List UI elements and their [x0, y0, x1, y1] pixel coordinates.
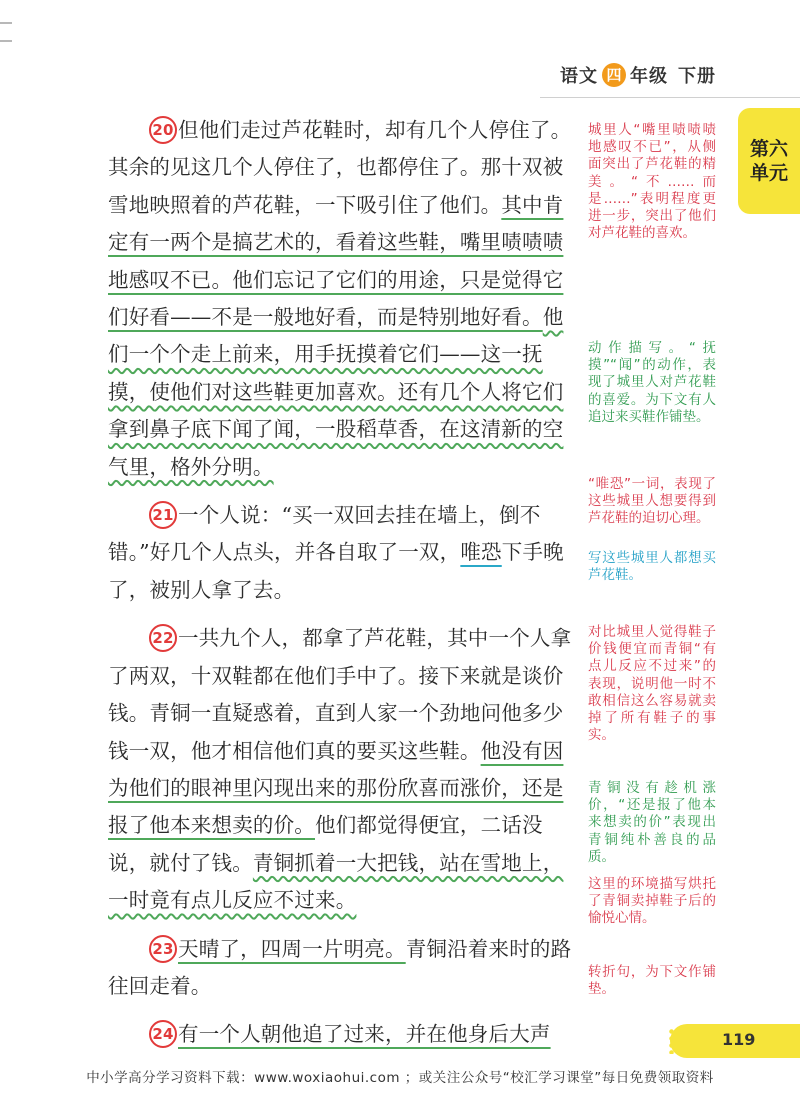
- underlined-segment: 他没有因为他们的眼神里闪现出来的那份欣喜而涨价，还是报了他本来想卖的价。: [108, 738, 564, 838]
- volume-label: 下册: [678, 66, 716, 87]
- text-segment: 一共九个人，都拿了芦花鞋，其中一个人拿了两双，十双鞋都在他们手中了。接下来就是谈价钱。青铜一直疑惑着，直到人家一个劲地问他多少钱一双，他才相信他们真的要买这些鞋。: [108, 626, 572, 763]
- grade-number-badge: 四: [602, 63, 626, 87]
- decorative-dots: [668, 1028, 708, 1054]
- wavy-underlined-segment: 青铜抓着一大把钱，站在雪地上，一时竟有点儿反应不过来。: [108, 850, 564, 913]
- margin-note: 城里人“嘴里啧啧啧地感叹不已”，从侧面突出了芦花鞋的精美。“不……而是……”表明程度更进一步，突出了他们对芦花鞋的喜欢。: [588, 122, 716, 242]
- unit-tab-line: 单元: [749, 162, 788, 184]
- page-header: [560, 62, 716, 88]
- highlighted-word: 唯恐: [460, 540, 502, 565]
- paragraph-number: 24: [149, 1020, 177, 1048]
- underlined-segment: 有一个人朝他追了过来，并在他身后大声: [178, 1022, 551, 1047]
- margin-note: 转折句，为下文作铺垫。: [588, 964, 716, 998]
- paragraph-number: 23: [149, 935, 177, 963]
- text-segment: 青铜沿着来时的路往回走着。: [108, 936, 572, 998]
- margin-note: 写这些城里人都想买芦花鞋。: [588, 550, 716, 584]
- unit-tab-line: 第六: [749, 138, 788, 160]
- footer-text: 中小学高分学习资料下载：www.woxiaohui.com ；或关注公众号“校汇学习课堂”每日免费领取资料: [86, 1070, 714, 1086]
- wavy-underlined-segment: 他们一个个走上前来，用手抚摸着它们——这一抚摸，使他们对这些鞋更加喜欢。还有几个人将它们拿到鼻子底下闻了闻，一股稻草香，在这清新的空气里，格外分明。: [108, 305, 564, 479]
- unit-tab: [738, 108, 800, 214]
- header-rule: [540, 97, 800, 98]
- paragraph-23: [108, 931, 578, 1006]
- page-number: 119: [722, 1030, 756, 1049]
- margin-note: 青铜没有趁机涨价，“还是报了他本来想卖的价”表现出青铜纯朴善良的品质。: [588, 780, 716, 865]
- text-segment: 下手晚了，被别人拿了去。: [108, 540, 564, 602]
- margin-note: 动作描写。“抚摸”“闻”的动作，表现了城里人对芦花鞋的喜爱。为下文有人追过来买鞋作铺垫。: [588, 340, 716, 425]
- underlined-segment: 天晴了，四周一片明亮。: [178, 936, 406, 961]
- margin-note: 这里的环境描写烘托了青铜卖掉鞋子后的愉悦心情。: [588, 876, 716, 927]
- paragraph-24: [108, 1016, 578, 1053]
- paragraph-20: [108, 112, 578, 486]
- grade-label: 年级: [630, 66, 668, 87]
- margin-note: 对比城里人觉得鞋子价钱便宜而青铜“有点儿反应不过来”的表现，说明他一时不敢相信这么容易就卖掉了所有鞋子的事实。: [588, 624, 716, 744]
- text-segment: 一个人说：“买一双回去挂在墙上，倒不错。”好几个人点头，并各自取了一双，: [108, 503, 541, 565]
- page-edge-line: [0, 40, 12, 42]
- page-edge-line: [0, 22, 12, 24]
- text-segment: 但他们走过芦花鞋时，却有几个人停住了。其余的见这几个人停住了，也都停住了。那十双被雪地映照着的芦花鞋，一下吸引住了他们。: [108, 118, 572, 217]
- paragraph-number: 20: [149, 116, 177, 144]
- margin-note: “唯恐”一词，表现了这些城里人想要得到芦花鞋的迫切心理。: [588, 476, 716, 527]
- underlined-segment: 其中肯定有一两个是搞艺术的，看着这些鞋，嘴里啧啧啧地感叹不已。他们忘记了它们的用途，只是觉得它们好看——不是一般地好看，而是特别地好看。: [108, 192, 564, 330]
- page-number-tab: [670, 1024, 800, 1058]
- text-segment: 他们都觉得便宜，二话没说，就付了钱。: [108, 813, 543, 875]
- subject-label: 语文: [560, 66, 598, 87]
- main-text: [108, 112, 578, 1054]
- paragraph-number: 21: [149, 501, 177, 529]
- paragraph-21: [108, 497, 578, 609]
- paragraph-number: 22: [149, 624, 177, 652]
- paragraph-22: [108, 620, 578, 919]
